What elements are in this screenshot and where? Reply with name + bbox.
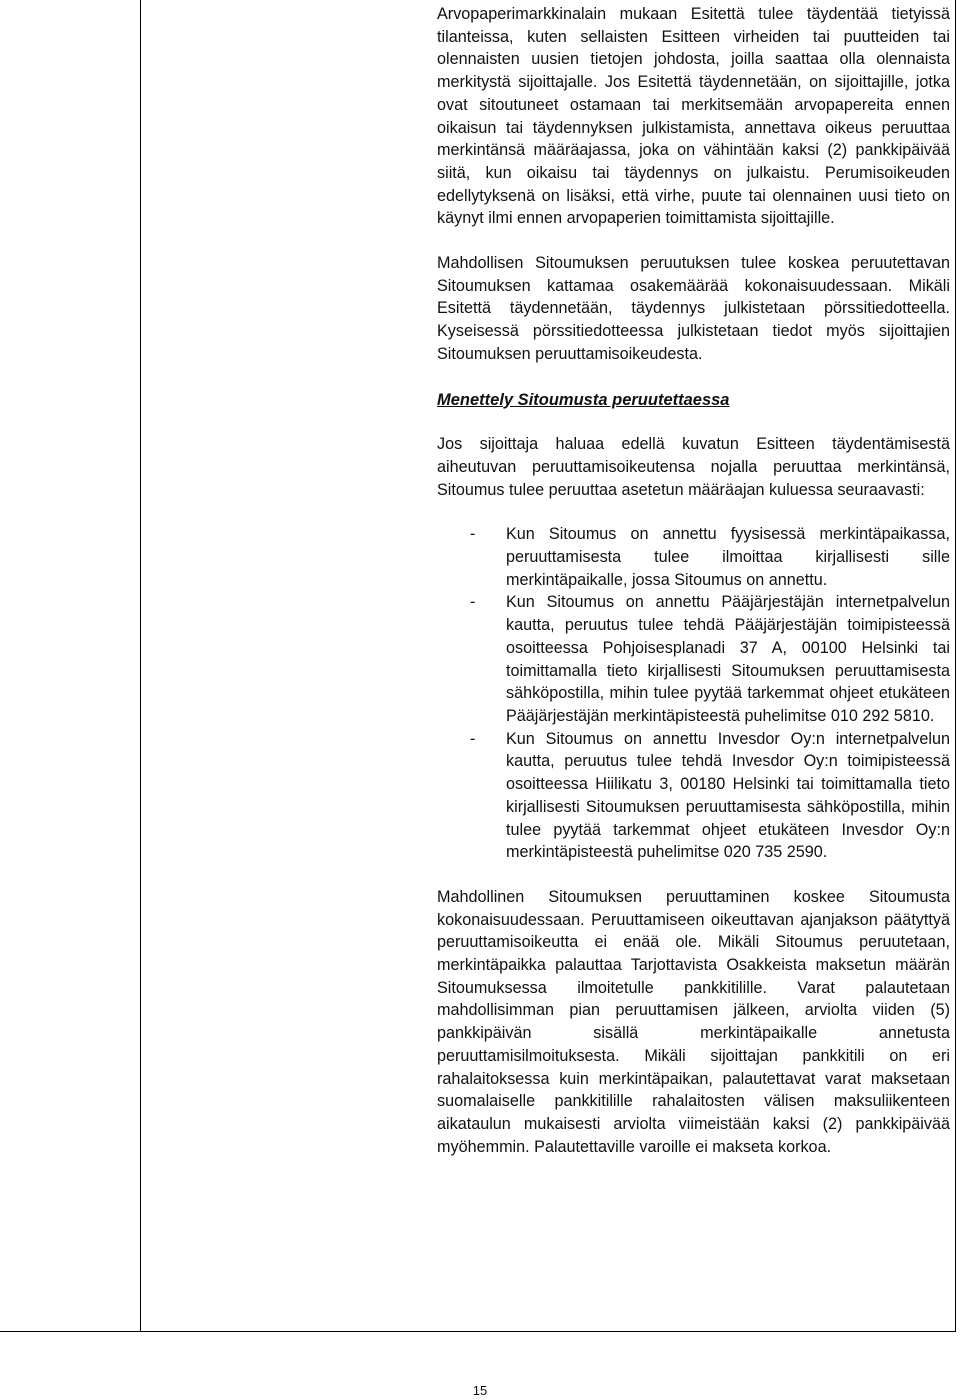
list-item-text: Kun Sitoumus on annettu Invesdor Oy:n internetpalvelun kautta, peruutus tulee tehdä Invesdor Oy:n toimipisteessä osoitteessa Hiilikatu 3, 00180 Helsinki tai toimittamalla tieto kirjallisesti Sitoumuksen peruuttamisesta sähköpostilla, mihin tulee pyytää tarkemmat ohjeet etukäteen Invesdor Oy:n merkintäpisteestä puhelimitse 020 735 2590. bbox=[506, 729, 950, 862]
right-column-content bbox=[437, 3, 950, 1158]
list-item bbox=[437, 728, 950, 864]
paragraph-procedure-intro: Jos sijoittaja haluaa edellä kuvatun Esitteen täydentämisestä aiheutuvan peruuttamisoikeutensa nojalla peruuttaa merkintänsä, Sitoumus tulee peruuttaa asetetun määräajan kuluessa seuraavasti: bbox=[437, 435, 950, 499]
section-heading: Menettely Sitoumusta peruutettaessa bbox=[437, 390, 730, 409]
left-column-empty-cell bbox=[0, 0, 140, 1332]
page-number: 15 bbox=[472, 1383, 488, 1398]
paragraph-supplement-rules: Arvopaperimarkkinalain mukaan Esitettä tulee täydentää tietyissä tilanteissa, kuten sellaisten Esitteen virheiden tai puutteiden tai olennaisten uusien tietojen johdosta, joilla saattaa olla olennaista merkitystä sijoittajalle. Jos Esitettä täydennetään, on sijoittajille, jotka ovat sitoutuneet ostamaan tai merkitsemään arvopapereita ennen oikaisun tai täydennyksen julkistamista, annettava oikeus peruuttaa merkintänsä määräajassa, joka on vähintään kaksi (2) pankkipäivää siitä, kun oikaisu tai täydennys on julkaistu. Perumisoikeuden edellytyksenä on lisäksi, että virhe, puute tai olennainen uusi tieto on käynyt ilmi ennen arvopaperien toimittamista sijoittajille. bbox=[437, 5, 950, 228]
list-item-text: Kun Sitoumus on annettu fyysisessä merkintäpaikassa, peruuttamisesta tulee ilmoittaa kirjallisesti sille merkintäpaikalle, jossa Sitoumus on annettu. bbox=[506, 525, 950, 589]
paragraph-refund-terms: Mahdollinen Sitoumuksen peruuttaminen koskee Sitoumusta kokonaisuudessaan. Peruuttamiseen oikeuttavan ajanjakson päätyttyä peruuttamisoikeutta ei enää ole. Mikäli Sitoumus peruutetaan, merkintäpaikka palauttaa Tarjottavista Osakkeista maksetun määrän Sitoumuksessa ilmoitetulle pankkitilille. Varat palautetaan mahdollisimman pian peruuttamisen jälkeen, arviolta viiden (5) pankkipäivän sisällä merkintäpaikalle annetusta peruuttamisilmoituksesta. Mikäli sijoittajan pankkitili on eri rahalaitoksessa kuin merkintäpaikan, palautettavat varat maksetaan suomalaiselle pankkitilille rahalaitosten välisen maksuliikenteen aikataulun mukaisesti arviolta viimeistään kaksi (2) pankkipäivää myöhemmin. Palautettaville varoille ei makseta korkoa. bbox=[437, 887, 950, 1156]
list-item bbox=[437, 591, 950, 727]
list-dash-marker: - bbox=[470, 729, 476, 748]
list-item bbox=[437, 523, 950, 591]
column-divider bbox=[140, 0, 141, 1332]
list-item-text: Kun Sitoumus on annettu Pääjärjestäjän internetpalvelun kautta, peruutus tulee tehdä Pääjärjestäjän toimipisteessä osoitteessa Pohjoisesplanadi 37 A, 00100 Helsinki tai toimittamalla tieto kirjallisesti Sitoumuksen peruuttamisesta sähköpostilla, mihin tulee pyytää tarkemmat ohjeet etukäteen Pääjärjestäjän merkintäpisteestä puhelimitse 010 292 5810. bbox=[506, 593, 950, 725]
procedure-list bbox=[437, 523, 950, 864]
list-dash-marker: - bbox=[470, 593, 476, 612]
list-dash-marker: - bbox=[470, 525, 476, 544]
paragraph-cancellation-scope: Mahdollisen Sitoumuksen peruutuksen tulee koskea peruutettavan Sitoumuksen kattamaa osakemäärää kokonaisuudessaan. Mikäli Esitettä täydennetään, täydennys julkistetaan pörssitiedotteella. Kyseisessä pörssitiedotteessa julkistetaan tiedot myös sijoittajien Sitoumuksen peruuttamisoikeudesta. bbox=[437, 254, 950, 363]
